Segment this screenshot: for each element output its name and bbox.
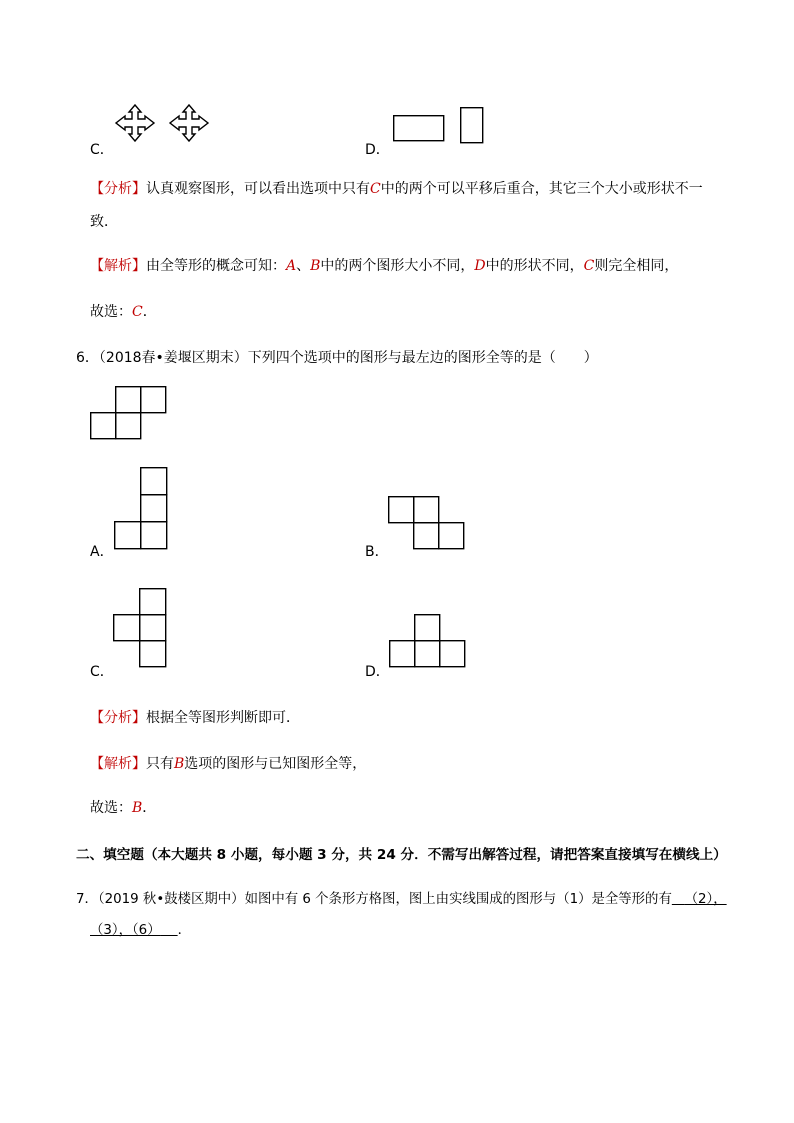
rectangle-figure-d-horizontal — [393, 115, 445, 143]
solution-text: 由全等形的概念可知： — [146, 258, 286, 274]
analysis-text: 中的两个可以平移后重合，其它三个大小或形状不一 — [380, 181, 703, 197]
q6-answer — [90, 797, 156, 817]
q5-analysis-line2: 致． — [90, 214, 118, 230]
q5-option-c-label: C． — [90, 142, 114, 158]
q6-option-d-label: D． — [365, 664, 390, 680]
q7-stem-line2 — [90, 919, 191, 938]
q7-end: ． — [177, 923, 192, 938]
q6-solution — [90, 753, 366, 773]
solution-text: 选项的图形与已知图形全等， — [184, 756, 367, 772]
q7-answer-blank — [90, 923, 178, 938]
analysis-text: 根据全等图形判断即可． — [146, 710, 300, 726]
solution-var: B — [310, 258, 321, 274]
analysis-text: 认真观察图形，可以看出选项中只有 — [146, 181, 370, 197]
answer-suffix: ． — [142, 800, 157, 816]
answer-var: C — [132, 304, 143, 320]
cross-arrow-figure-c1 — [112, 104, 158, 142]
rectangle-figure-d-vertical — [460, 107, 484, 145]
q7-stem-text: 7．（2019 秋•鼓楼区期中）如图中有 6 个条形方格图，图上由实线围成的图形与（1）是全等形的有 — [76, 892, 672, 907]
answer-prefix: 故选： — [90, 800, 132, 816]
q5-solution — [90, 255, 678, 275]
q6-option-d-figure — [389, 614, 469, 670]
answer-var: B — [132, 800, 143, 816]
solution-text: 则完全相同， — [594, 258, 679, 274]
q7-answer-blank — [672, 892, 727, 907]
q7-answer-text: （2）， — [684, 892, 727, 907]
q6-option-b-figure — [388, 496, 468, 552]
analysis-var: C — [370, 181, 381, 197]
q6-option-c-figure — [113, 588, 169, 672]
solution-text: 、 — [296, 258, 311, 274]
analysis-tag: 【分析】 — [90, 710, 146, 726]
answer-suffix: ． — [142, 304, 157, 320]
q6-reference-figure — [90, 386, 170, 442]
solution-var: D — [474, 258, 486, 274]
cross-arrow-figure-c2 — [166, 104, 212, 142]
solution-tag: 【解析】 — [90, 756, 146, 772]
solution-var: B — [174, 756, 185, 772]
q6-option-b-label: B． — [365, 544, 389, 560]
q6-stem: 6．（2018春•姜堰区期末）下列四个选项中的图形与最左边的图形全等的是（ ） — [76, 350, 598, 366]
q7-stem — [76, 888, 727, 907]
solution-tag: 【解析】 — [90, 258, 146, 274]
q6-option-c-label: C． — [90, 664, 114, 680]
q7-answer-text: （3），（6） — [90, 923, 161, 938]
solution-var: A — [286, 258, 297, 274]
q5-analysis — [90, 178, 703, 198]
solution-text: 中的形状不同， — [485, 258, 584, 274]
section-heading: 二、填空题（本大题共 8 小题，每小题 3 分，共 24 分．不需写出解答过程，请把答案直接填写在横线上） — [76, 847, 727, 863]
q5-answer — [90, 301, 157, 321]
solution-var: C — [583, 258, 595, 274]
analysis-tag: 【分析】 — [90, 181, 146, 197]
q5-option-d-label: D． — [365, 142, 390, 158]
solution-text: 中的两个图形大小不同， — [320, 258, 475, 274]
answer-prefix: 故选： — [90, 304, 132, 320]
q6-option-a-label: A． — [90, 544, 114, 560]
q6-analysis — [90, 707, 300, 727]
q6-option-a-figure — [114, 467, 170, 553]
solution-text: 只有 — [146, 756, 174, 772]
